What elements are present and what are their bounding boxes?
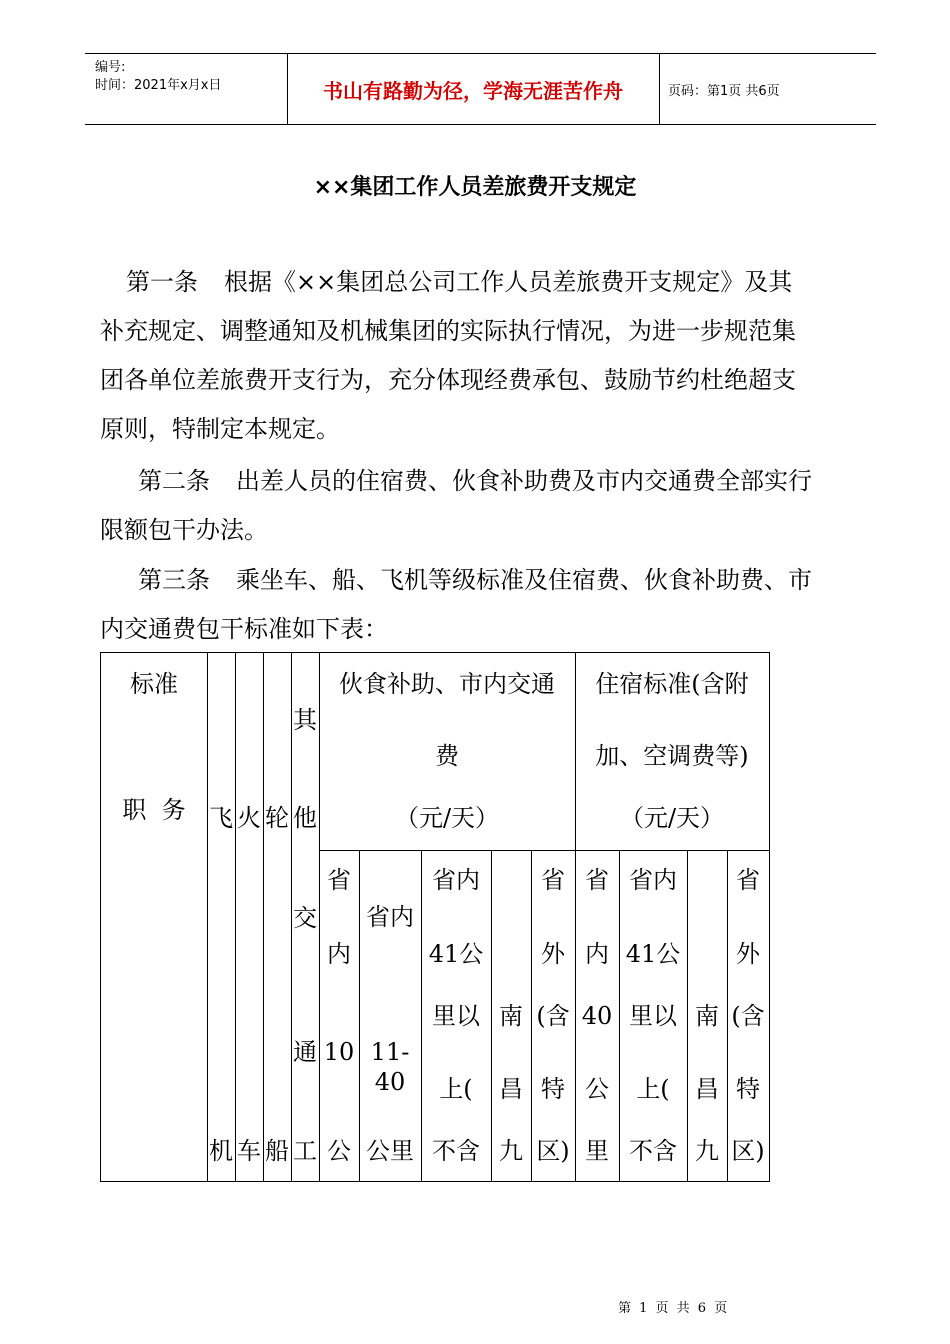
corner-position: 职 务 — [122, 796, 186, 824]
article-3-label: 第三条 — [138, 566, 210, 594]
grid-line — [319, 850, 769, 851]
article-2-text: 出差人员的住宿费、伙食补助费及市内交通费全部实行 — [236, 467, 812, 495]
grid-line — [235, 653, 236, 1181]
article-1-text: 补充规定、调整通知及机械集团的实际执行情况，为进一步规范集 — [100, 317, 796, 345]
serial-label: 编号: — [95, 60, 126, 75]
header-meta — [95, 59, 221, 95]
document-title: ××集团工作人员差旅费开支规定 — [313, 175, 637, 200]
article-1-label: 第一条 — [126, 268, 198, 296]
article-2 — [100, 457, 856, 555]
article-1 — [100, 258, 856, 454]
article-2-label: 第二条 — [138, 467, 210, 495]
grid-line — [319, 653, 320, 1181]
page-footer: 第 1 页 共 6 页 — [618, 1301, 728, 1316]
header-motto: 书山有路勤为径，学海无涯苦作舟 — [323, 78, 623, 103]
article-3-text: 内交通费包干标准如下表： — [100, 615, 388, 643]
article-1-text: 原则，特制定本规定。 — [100, 415, 340, 443]
grid-line — [207, 653, 208, 1181]
grid-line — [263, 653, 264, 1181]
article-3 — [100, 556, 856, 654]
article-2-text: 限额包干办法。 — [100, 516, 268, 544]
header-divider — [659, 54, 660, 124]
page-header — [85, 53, 876, 125]
time-label: 时间：2021年x月x日 — [95, 78, 222, 93]
allowance-table: 标准 职 务 飞 机 火 车 轮 船 其 他 交 通 工 伙食补助、市内交通 费 （元/天） 住宿标准(含附 加、空调费等) （元/天） 省 内 10 公 省内 11-40 公里 省内 41公 里以 上( 不含 南 昌 九 省 外 (含 特 区) 省 内 40 公 里 省内 41公 里以 上( 不含 南 昌 九 省 外 (含 特 区) — [100, 652, 770, 1182]
article-1-text: 团各单位差旅费开支行为，充分体现经费承包、鼓励节约杜绝超支 — [100, 366, 796, 394]
article-1-text: 根据《××集团总公司工作人员差旅费开支规定》及其 — [224, 268, 793, 296]
article-3-text: 乘坐车、船、飞机等级标准及住宿费、伙食补助费、市 — [236, 566, 812, 594]
grid-line — [359, 850, 360, 1181]
corner-standard: 标准 — [130, 670, 178, 698]
header-page-info: 页码：第1页 共6页 — [668, 83, 780, 99]
